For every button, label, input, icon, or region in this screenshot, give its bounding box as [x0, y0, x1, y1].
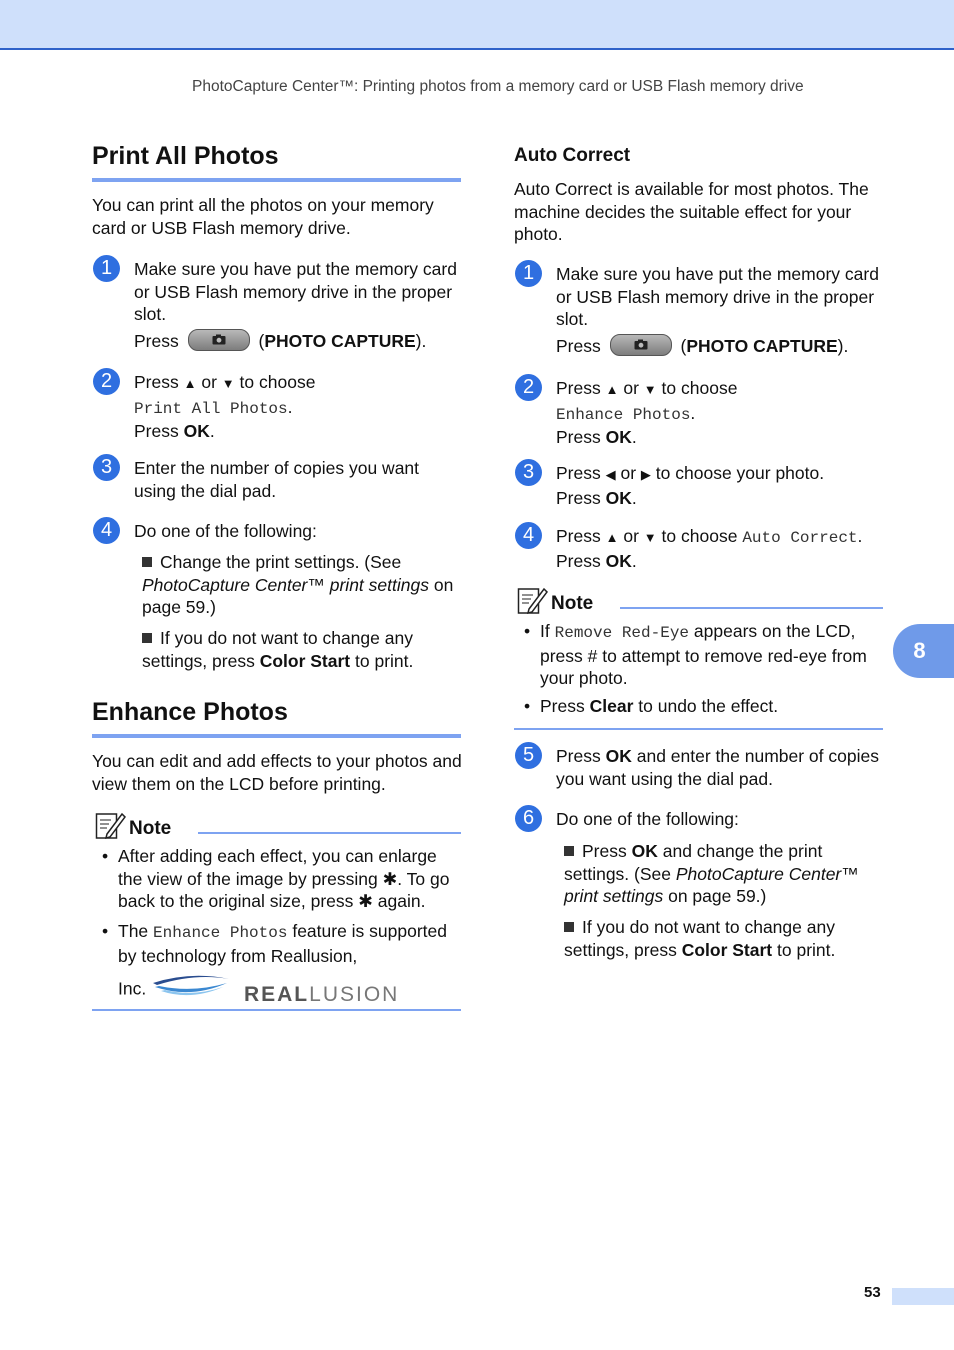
camera-icon — [212, 334, 226, 345]
note-rule — [198, 832, 461, 834]
up-arrow-icon: ▲ — [605, 530, 619, 545]
press-word: Press — [134, 331, 179, 351]
step-number-6: 6 — [515, 805, 542, 832]
square-bullet-icon — [564, 846, 574, 856]
ac-step-1-press-line: Press (PHOTO CAPTURE). — [556, 336, 849, 356]
down-arrow-icon: ▼ — [221, 376, 235, 391]
reallusion-line: Inc. REALLUSION — [118, 972, 462, 1008]
auto-correct-intro: Auto Correct is available for most photos. The machine decides the suitable effect for your photo. — [514, 179, 869, 244]
step-1-instruction: Make sure you have put the memory card or USB Flash memory drive in the proper slot. — [134, 259, 457, 324]
step-number-2: 2 — [515, 374, 542, 401]
lcd-option-remove-red-eye: Remove Red-Eye — [554, 624, 690, 642]
chapter-tab[interactable]: 8 — [893, 624, 954, 678]
note-label: Note — [551, 593, 594, 614]
note-pencil-icon — [95, 810, 127, 840]
auto-correct-heading: Auto Correct — [514, 145, 631, 166]
step-4-bullet-1: Change the print settings. (See PhotoCapture Center™ print settings on page 59.) — [142, 552, 454, 617]
ok-key: OK — [183, 421, 210, 441]
lcd-option-auto-correct: Auto Correct — [742, 529, 858, 547]
left-arrow-icon: ◀ — [605, 467, 616, 482]
note-end-rule — [514, 728, 883, 730]
camera-icon — [634, 339, 648, 350]
up-arrow-icon: ▲ — [605, 382, 619, 397]
down-arrow-icon: ▼ — [643, 382, 657, 397]
photo-capture-button[interactable] — [188, 329, 250, 351]
square-bullet-icon — [564, 922, 574, 932]
lcd-option-print-all-photos: Print All Photos — [134, 399, 288, 418]
heading-rule — [92, 734, 461, 738]
ac-note-bullet-1: • If Remove Red-Eye appears on the LCD, press # to attempt to remove red-eye from your photo. — [524, 621, 867, 688]
step-4-bullet-2: If you do not want to change any settings, press Color Start to print. — [142, 628, 414, 671]
heading-rule — [92, 178, 461, 182]
reallusion-swoosh-icon — [151, 969, 231, 999]
note-label: Note — [129, 818, 172, 839]
step-3-text: Enter the number of copies you want using the dial pad. — [134, 458, 420, 501]
ac-step-6-bullet-1: Press OK and change the print settings. (See PhotoCapture Center™ print settings on page 59.) — [564, 841, 859, 906]
ac-step-4-text: Press ▲ or ▼ to choose Auto Correct. Press OK. — [556, 526, 863, 571]
page-number: 53 — [864, 1284, 881, 1301]
ac-step-2-text: Press ▲ or ▼ to choose Enhance Photos. Press OK. — [556, 378, 738, 447]
lcd-option-enhance-photos: Enhance Photos — [556, 405, 691, 424]
ac-step-6-text: Do one of the following: — [556, 809, 739, 829]
step-number-2: 2 — [93, 368, 120, 395]
step-number-4: 4 — [515, 522, 542, 549]
step-number-3: 3 — [515, 459, 542, 486]
photo-capture-button[interactable] — [610, 334, 672, 356]
running-header: PhotoCapture Center™: Printing photos from a memory card or USB Flash memory drive — [192, 78, 804, 95]
step-1-press-line: Press (PHOTO CAPTURE). — [134, 331, 427, 351]
page-number-bar — [892, 1288, 954, 1305]
down-arrow-icon: ▼ — [643, 530, 657, 545]
ac-step-5-text: Press OK and enter the number of copies you want using the dial pad. — [556, 746, 879, 789]
reallusion-logo: REALLUSION — [151, 969, 399, 1005]
step-number-1: 1 — [93, 255, 120, 282]
right-arrow-icon: ▶ — [640, 467, 651, 482]
note-end-rule — [92, 1009, 461, 1011]
top-color-band — [0, 0, 954, 50]
ac-step-6-bullet-2: If you do not want to change any settings, press Color Start to print. — [564, 917, 836, 960]
print-all-intro: You can print all the photos on your memory card or USB Flash memory drive. — [92, 195, 434, 238]
step-4-text: Do one of the following: — [134, 521, 317, 541]
ac-note-bullet-2: • Press Clear to undo the effect. — [524, 696, 779, 716]
up-arrow-icon: ▲ — [183, 376, 197, 391]
ac-step-1-text: Make sure you have put the memory card or USB Flash memory drive in the proper slot. — [556, 264, 879, 329]
step-number-1: 1 — [515, 260, 542, 287]
step-1-text — [134, 258, 464, 326]
photo-capture-label: PHOTO CAPTURE — [264, 331, 416, 351]
step-number-5: 5 — [515, 742, 542, 769]
print-all-photos-heading: Print All Photos — [92, 142, 279, 170]
note-bullet-1: • After adding each effect, you can enlarge the view of the image by pressing ✱. To go back to the original size, press ✱ again. — [102, 846, 450, 911]
enhance-intro: You can edit and add effects to your photos and view them on the LCD before printing. — [92, 751, 462, 794]
step-number-4: 4 — [93, 517, 120, 544]
ac-step-3-text: Press ◀ or ▶ to choose your photo. Press OK. — [556, 463, 825, 508]
step-number-3: 3 — [93, 454, 120, 481]
note-bullet-2: • The Enhance Photos feature is supported by technology from Reallusion, — [102, 921, 448, 966]
square-bullet-icon — [142, 557, 152, 567]
note-pencil-icon — [517, 585, 549, 615]
square-bullet-icon — [142, 633, 152, 643]
step-2-text: Press ▲ or ▼ to choose Print All Photos. Press OK. — [134, 372, 316, 441]
lcd-option-enhance-photos: Enhance Photos — [153, 924, 288, 942]
enhance-photos-heading: Enhance Photos — [92, 698, 288, 726]
note-rule — [620, 607, 883, 609]
